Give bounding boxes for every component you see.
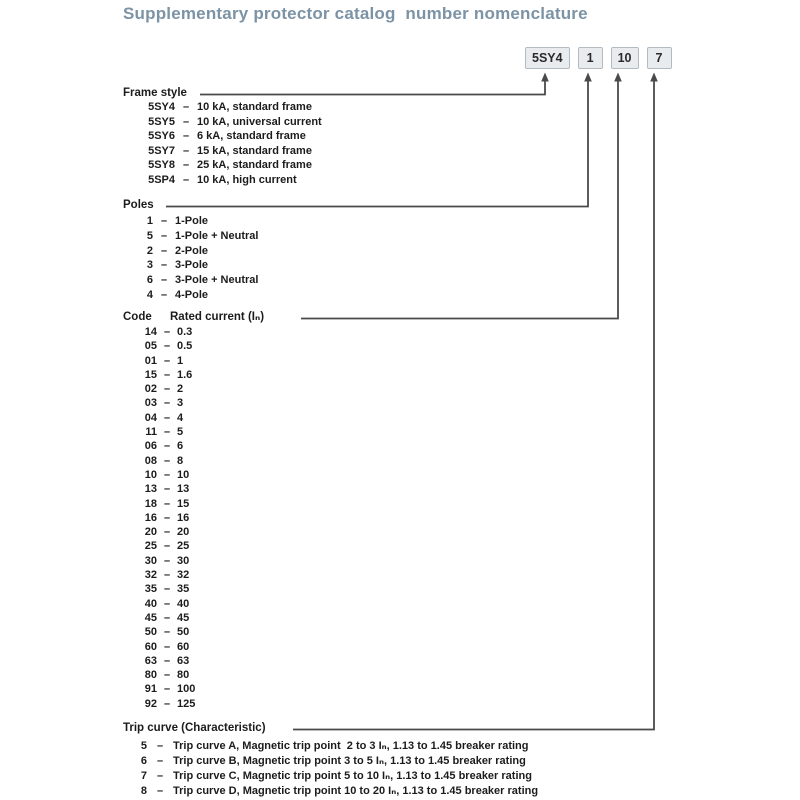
trip-curve-row — [123, 739, 538, 754]
row-desc: 25 — [177, 540, 190, 553]
row-code: 32 — [144, 569, 157, 582]
row-code: 08 — [144, 454, 157, 467]
row-desc: 4 — [177, 411, 184, 424]
rated-current-connector — [301, 73, 622, 319]
rated-current-row — [123, 597, 195, 611]
frame-style-row — [123, 100, 322, 115]
row-desc: 10 kA, high current — [197, 173, 297, 186]
frame-style-row — [123, 173, 322, 188]
row-dash: – — [163, 497, 171, 510]
row-dash: – — [163, 597, 171, 610]
page-title: Supplementary protector catalog number nomenclature — [123, 4, 588, 23]
catalog-segment-box: 5SY4 — [525, 47, 570, 69]
row-dash: – — [156, 754, 164, 767]
poles-section — [123, 198, 154, 212]
row-dash: – — [163, 440, 171, 453]
row-desc: 8 — [177, 454, 184, 467]
rated-current-row — [123, 396, 195, 410]
row-dash: – — [163, 397, 171, 410]
row-desc: Trip curve D, Magnetic trip point 10 to 20 Iₙ, 1.13 to 1.45 breaker rating — [173, 784, 539, 797]
row-code: 92 — [144, 697, 157, 710]
poles-row — [123, 244, 258, 259]
row-dash: – — [163, 683, 171, 696]
poles-rows — [123, 214, 258, 303]
row-code: 45 — [144, 611, 157, 624]
trip-curve-row — [123, 769, 538, 784]
row-dash: – — [163, 368, 171, 381]
row-code: 05 — [144, 340, 157, 353]
row-code: 5SY6 — [148, 130, 175, 142]
row-code: 2 — [146, 244, 153, 257]
rated-current-row — [123, 640, 195, 654]
row-desc: 63 — [177, 654, 190, 667]
row-dash: – — [163, 626, 171, 639]
row-code: 13 — [144, 483, 157, 496]
row-desc: 60 — [177, 640, 190, 653]
row-code: 63 — [144, 654, 157, 667]
row-desc: 32 — [177, 569, 190, 582]
rated-current-row — [123, 654, 195, 668]
row-dash: – — [160, 274, 168, 287]
row-dash: – — [163, 654, 171, 667]
rated-current-row — [123, 554, 195, 568]
rated-current-rows — [123, 325, 195, 711]
row-dash: – — [182, 115, 190, 128]
row-dash: – — [182, 159, 190, 171]
rated-current-row — [123, 454, 195, 468]
row-desc: 4-Pole — [175, 288, 209, 301]
catalog-segment-box: 1 — [578, 47, 603, 69]
rated-current-row — [123, 582, 195, 596]
rated-current-row — [123, 568, 195, 582]
row-code: 16 — [144, 511, 157, 524]
rated-current-row — [123, 539, 195, 553]
row-dash: – — [163, 540, 171, 553]
row-code: 5SP4 — [148, 173, 175, 186]
row-code: 5SY7 — [148, 144, 175, 157]
rated-current-row — [123, 439, 195, 453]
row-code: 3 — [146, 259, 153, 272]
row-desc: 0.5 — [177, 340, 193, 353]
row-dash: – — [163, 326, 171, 338]
row-desc: 1.6 — [177, 368, 193, 381]
row-dash: – — [160, 288, 168, 301]
row-code: 15 — [144, 368, 157, 381]
row-desc: 25 kA, standard frame — [197, 159, 312, 171]
row-dash: – — [163, 340, 171, 353]
row-code: 6 — [146, 274, 153, 287]
row-code: 14 — [144, 326, 157, 338]
row-code: 01 — [144, 354, 157, 367]
row-code: 5SY8 — [148, 159, 175, 171]
row-code: 11 — [145, 426, 157, 439]
row-code: 02 — [144, 383, 157, 396]
row-desc: 125 — [177, 697, 196, 710]
trip-curve-row — [123, 754, 538, 769]
row-code: 5SY5 — [148, 115, 175, 128]
row-dash: – — [163, 426, 171, 439]
rated-current-row — [123, 368, 195, 382]
row-code: 60 — [144, 640, 157, 653]
rated-current-row — [123, 382, 195, 396]
row-dash: – — [156, 740, 164, 752]
row-code: 1 — [146, 215, 153, 227]
frame-style-row — [123, 144, 322, 159]
row-dash: – — [163, 669, 171, 682]
row-desc: 3 — [177, 397, 184, 410]
trip-curve-row — [123, 784, 538, 799]
row-dash: – — [160, 229, 168, 242]
row-dash: – — [163, 569, 171, 582]
row-desc: 100 — [177, 683, 196, 696]
row-code: 18 — [144, 497, 157, 510]
row-desc: 13 — [177, 483, 190, 496]
row-code: 80 — [144, 669, 157, 682]
row-dash: – — [163, 468, 171, 481]
frame-style-connector — [200, 73, 549, 95]
row-desc: 1 — [177, 354, 184, 367]
row-dash: – — [182, 130, 190, 142]
row-code: 7 — [140, 769, 147, 782]
row-desc: 6 — [177, 440, 184, 453]
rated-current-row — [123, 468, 195, 482]
row-desc: 10 kA, standard frame — [197, 101, 312, 113]
row-desc: 30 — [177, 554, 190, 567]
row-dash: – — [160, 259, 168, 272]
row-code: 04 — [144, 411, 157, 424]
rated-current-row — [123, 682, 195, 696]
frame-style-row — [123, 129, 322, 144]
row-dash: – — [182, 173, 190, 186]
frame-style-rows — [123, 100, 322, 187]
row-desc: Trip curve A, Magnetic trip point 2 to 3 Iₙ, 1.13 to 1.45 breaker rating — [173, 740, 529, 752]
rated-current-row — [123, 482, 195, 496]
row-code: 25 — [144, 540, 157, 553]
row-desc: 20 — [177, 526, 190, 539]
row-code: 50 — [144, 626, 157, 639]
row-desc: 2-Pole — [175, 244, 209, 257]
row-desc: 50 — [177, 626, 190, 639]
poles-row — [123, 229, 258, 244]
row-dash: – — [163, 454, 171, 467]
row-dash: – — [163, 611, 171, 624]
row-dash: – — [163, 583, 171, 596]
rated-current-row — [123, 511, 195, 525]
row-dash: – — [182, 144, 190, 157]
rated-current-section — [123, 310, 264, 324]
row-desc: 45 — [177, 611, 190, 624]
row-desc: 80 — [177, 669, 190, 682]
frame-style-row — [123, 158, 322, 173]
trip-curve-connector — [293, 73, 658, 730]
row-code: 8 — [140, 784, 147, 797]
rated-current-row — [123, 668, 195, 682]
trip-curve-section — [123, 721, 266, 735]
frame-style-row — [123, 115, 322, 130]
row-desc: 3-Pole + Neutral — [175, 274, 259, 287]
row-desc: 10 — [177, 468, 190, 481]
row-desc: 16 — [177, 511, 190, 524]
row-desc: 15 kA, standard frame — [197, 144, 312, 157]
row-desc: 6 kA, standard frame — [197, 130, 306, 142]
row-code: 30 — [144, 554, 157, 567]
row-dash: – — [156, 769, 164, 782]
row-code: 40 — [144, 597, 157, 610]
rated-current-label: Rated current (Iₙ) — [170, 311, 265, 323]
row-dash: – — [163, 383, 171, 396]
row-code: 5 — [146, 229, 153, 242]
row-desc: 2 — [177, 383, 184, 396]
rated-current-row — [123, 611, 195, 625]
rated-current-row — [123, 525, 195, 539]
code-column-heading: Code — [123, 311, 152, 323]
rated-current-row — [123, 425, 195, 439]
row-desc: 1-Pole + Neutral — [175, 229, 259, 242]
poles-row — [123, 258, 258, 273]
row-dash: – — [160, 215, 168, 227]
row-code: 03 — [144, 397, 157, 410]
trip-curve-rows — [123, 739, 538, 799]
rated-current-row — [123, 354, 195, 368]
catalog-segment-box: 7 — [647, 47, 672, 69]
row-desc: 0.3 — [177, 326, 193, 338]
row-desc: Trip curve C, Magnetic trip point 5 to 10 Iₙ, 1.13 to 1.45 breaker rating — [173, 769, 532, 782]
row-dash: – — [163, 411, 171, 424]
row-code: 10 — [144, 468, 157, 481]
row-code: 20 — [144, 526, 157, 539]
row-dash: – — [163, 511, 171, 524]
row-desc: 3-Pole — [175, 259, 209, 272]
row-desc: 5 — [177, 426, 184, 439]
rated-current-row — [123, 339, 195, 353]
frame-style-section — [123, 86, 187, 100]
row-dash: – — [182, 101, 190, 113]
poles-row — [123, 273, 258, 288]
rated-current-row — [123, 411, 195, 425]
row-dash: – — [163, 697, 171, 710]
row-code: 4 — [146, 288, 153, 301]
row-desc: 15 — [177, 497, 190, 510]
row-desc: 10 kA, universal current — [197, 115, 322, 128]
row-dash: – — [163, 526, 171, 539]
row-code: 5SY4 — [148, 101, 175, 113]
row-dash: – — [163, 483, 171, 496]
row-desc: 35 — [177, 583, 190, 596]
row-dash: – — [163, 640, 171, 653]
row-desc: 1-Pole — [175, 215, 209, 227]
row-code: 06 — [144, 440, 157, 453]
row-dash: – — [163, 554, 171, 567]
row-dash: – — [156, 784, 164, 797]
rated-current-row — [123, 497, 195, 511]
trip-curve-heading: Trip curve (Characteristic) — [123, 722, 266, 734]
poles-heading: Poles — [123, 199, 154, 211]
rated-current-row — [123, 625, 195, 639]
row-dash: – — [163, 354, 171, 367]
row-desc: 40 — [177, 597, 190, 610]
poles-row — [123, 288, 258, 303]
row-dash: – — [160, 244, 168, 257]
rated-current-row — [123, 697, 195, 711]
row-desc: Trip curve B, Magnetic trip point 3 to 5 Iₙ, 1.13 to 1.45 breaker rating — [173, 754, 526, 767]
row-code: 5 — [140, 740, 147, 752]
rated-current-heading — [123, 310, 264, 324]
row-code: 35 — [144, 583, 157, 596]
poles-row — [123, 214, 258, 229]
catalog-segment-box: 10 — [611, 47, 639, 69]
row-code: 91 — [144, 683, 157, 696]
frame-style-heading: Frame style — [123, 87, 187, 99]
rated-current-row — [123, 325, 195, 339]
row-code: 6 — [140, 754, 147, 767]
